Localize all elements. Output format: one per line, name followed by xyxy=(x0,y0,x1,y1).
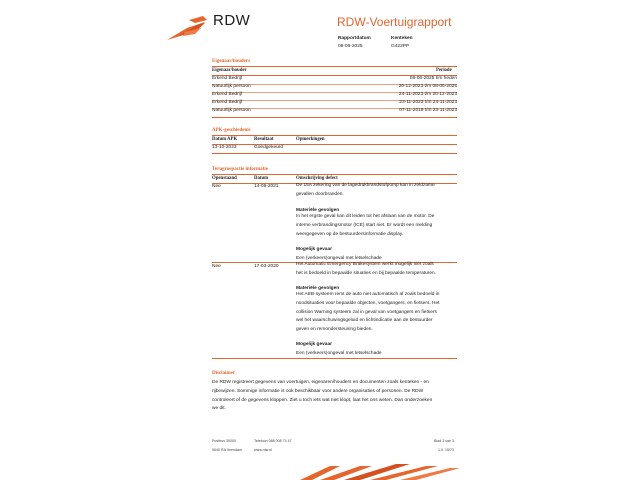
disclaimer-title: Disclaimer xyxy=(212,371,236,376)
footer-city: 9640 RA Veendam xyxy=(212,448,242,452)
recall-2-danger-label: Mogelijk gevaar xyxy=(296,342,332,347)
report-date-value: 08-06-2025 xyxy=(338,44,363,49)
owners-section-title: Eigenaar/houders xyxy=(212,59,251,64)
footer-po-box: Postbus 30000 xyxy=(212,439,236,443)
recall-1-date: 14-06-2021 xyxy=(254,184,279,189)
recall-1-desc: De 15A zekering van de lagedrukbrandstofpomp kan in zeldzame gevallen doorbranden. xyxy=(296,183,435,197)
recalls-top-rule xyxy=(212,174,457,175)
recall-2-consequences: Het AEB-systeem remt de auto niet automatisch af zoals bedoeld in noodsituaties voor bepaalde objecten, voetgangers, en fietsers. Het collision Warning systeem zal in geval van voetgangers en fietsers wel het waarschuwingsgeluid en lichtindicatie aan de bestuurder geven en remondersteuning bieden. xyxy=(296,292,440,333)
owner-row-owner: Natuurlijk persoon xyxy=(212,84,251,89)
recalls-col-open: Openstaand xyxy=(212,176,237,181)
footer-code: 1.0. 15/73 xyxy=(438,448,454,452)
owner-row-owner: Natuurlijk persoon xyxy=(212,108,251,113)
owner-row-period: 07-11-2019 t/m 23-11-2023 xyxy=(399,108,457,113)
owner-row-period: 20-12-2023 t/m 08-06-2025 xyxy=(398,84,457,89)
recall-2-date: 17-03-2020 xyxy=(254,264,279,269)
footer-phone: Telefoon 088 008 74 47 xyxy=(254,439,292,443)
recalls-col-desc: Omschrijving defect xyxy=(296,176,338,181)
disclaimer-text: De RDW registreert gegevens van voertuigen, eigenaren/houders en documenten zoals kenteken - en rijbewijzen. Sommige informatie is ook beschikbaar voor andere organisaties of personen. De RDW controleert of de gegevens kloppen. Ziet u toch iets wat niet klopt, laat het ons weten. Dan onderzoeken we dit. xyxy=(212,380,433,412)
owner-row-period: 23-11-2023 t/m 24-11-2023 xyxy=(399,100,457,105)
recall-2-consequences-label: Materiële gevolgen xyxy=(296,286,340,291)
recall-1-danger-label: Mogelijk gevaar xyxy=(296,247,332,252)
decorative-stripes-icon xyxy=(300,462,460,480)
owners-bottom-rule xyxy=(212,117,457,118)
apk-col-result: Resultaat xyxy=(254,137,274,142)
recall-1-danger: Een (verkeers)ongeval met letselschade xyxy=(296,256,382,261)
footer-page: Blad 3 van 3 xyxy=(434,439,454,443)
owner-row-owner: Erkend Bedrijf xyxy=(212,76,243,81)
report-title: RDW-Voertuigrapport xyxy=(337,15,452,29)
report-date-label: Rapportdatum xyxy=(338,36,371,41)
recall-1-consequences: In het ergste geval kan dit leiden tot het afslaan van de motor. De interne verbrandingsmotor (ICE) start niet. Er wordt een melding weergegeven op de bestuurdersinformatie display. xyxy=(296,214,435,237)
recalls-col-date: Datum xyxy=(254,176,269,181)
owners-top-rule xyxy=(212,66,457,67)
brand-name: RDW xyxy=(213,12,251,29)
owner-row-period: 24-11-2023 t/m 20-12-2023 xyxy=(398,92,457,97)
recall-2-desc: Het Automatic Emergency Brakesystem werkt mogelijk niet zoals het is bedoeld in bepaalde situaties en bij bepaalde temperaturen. xyxy=(296,262,437,276)
recalls-bottom-rule xyxy=(212,358,457,359)
owner-row-owner: Erkend Bedrijf xyxy=(212,92,243,97)
plate-label: Kenteken xyxy=(391,36,413,41)
apk-section-title: APK-geschiedenis xyxy=(212,128,251,133)
recall-2-danger: Een (verkeers)ongeval met letselschade xyxy=(296,351,382,356)
owners-col-period: Periode xyxy=(436,68,452,73)
apk-row-result: Goedgekeurd xyxy=(254,145,284,150)
recalls-section-title: Terugroepactie informatie xyxy=(212,167,268,172)
apk-col-notes: Opmerkingen xyxy=(296,137,325,142)
owner-row-owner: Erkend Bedrijf xyxy=(212,100,243,105)
footer-web[interactable]: www.rdw.nl xyxy=(254,448,272,452)
owner-row-period: 08-06-2025 t/m heden xyxy=(409,76,457,81)
plate-value: G422PP xyxy=(391,44,410,49)
apk-header-rule xyxy=(212,144,457,145)
owners-col-owner: Eigenaar/houder xyxy=(212,68,247,73)
apk-row-date: 13-10-2023 xyxy=(212,145,237,150)
apk-top-rule xyxy=(212,135,457,136)
apk-col-date: Datum APK xyxy=(212,137,238,142)
apk-bottom-rule xyxy=(212,153,457,154)
recall-1-open: Nee xyxy=(212,184,221,189)
recall-2-open: Nee xyxy=(212,264,221,269)
recall-1-consequences-label: Materiële gevolgen xyxy=(296,208,340,213)
